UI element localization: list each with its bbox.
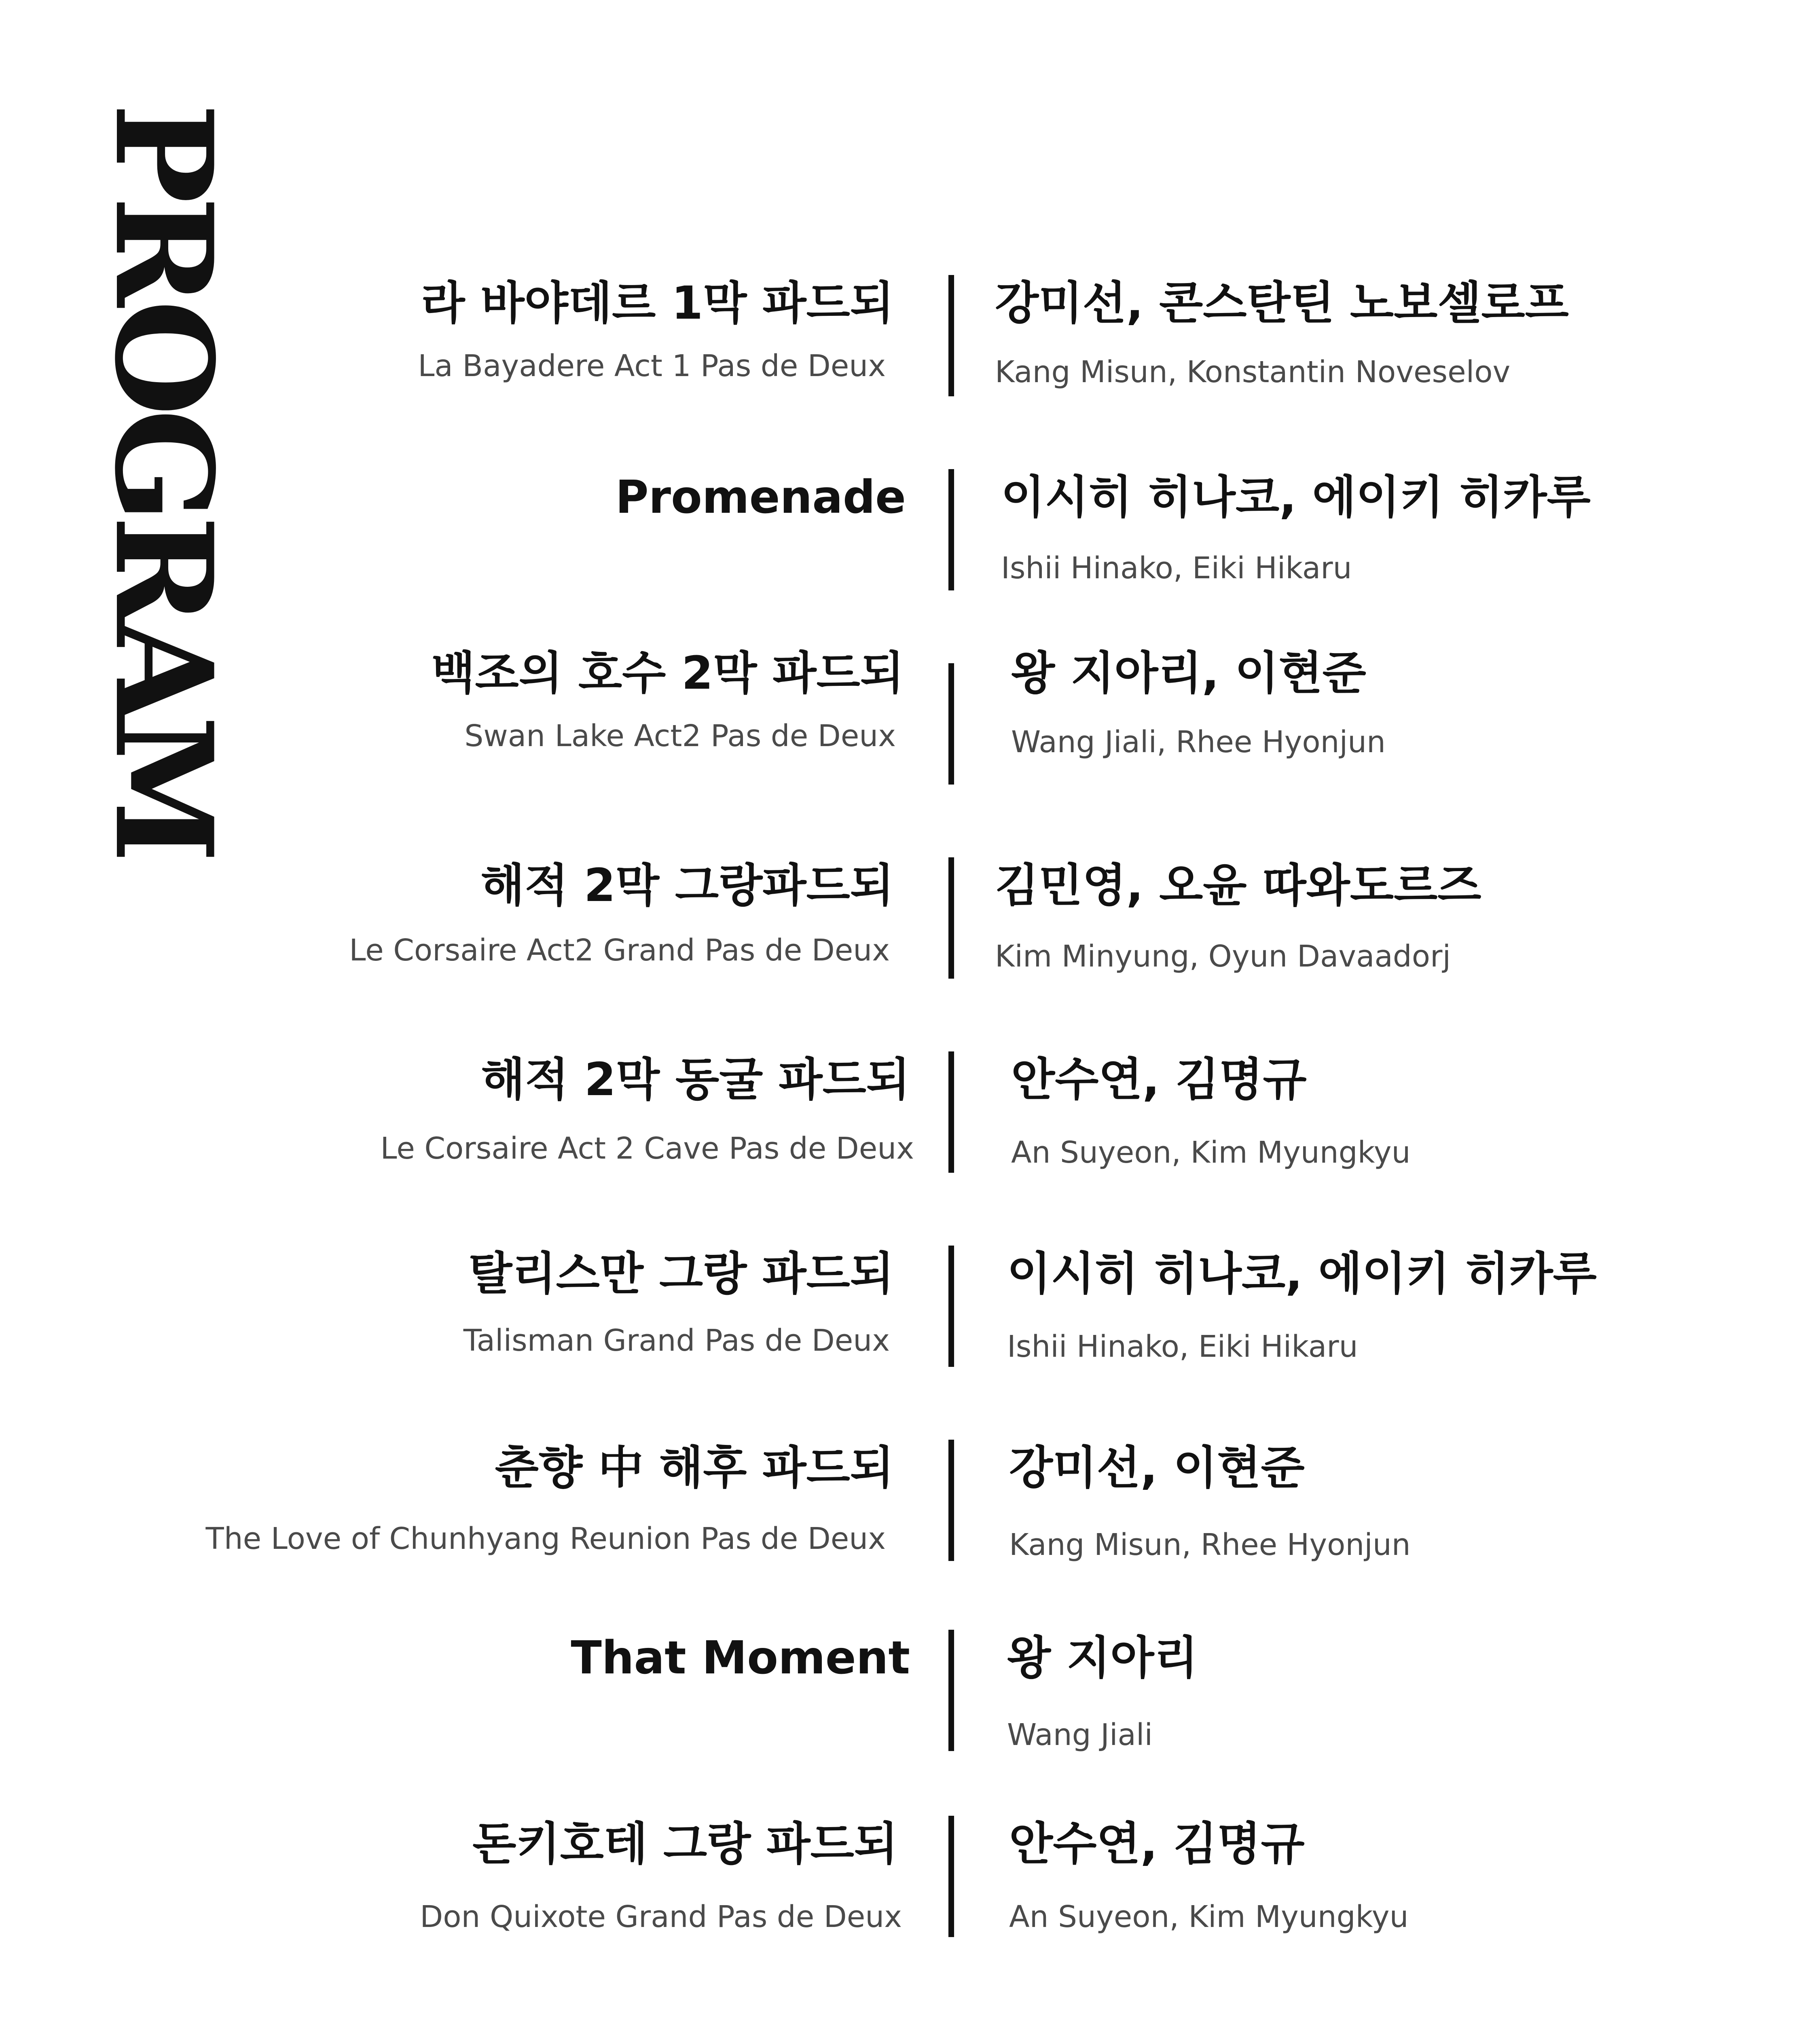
cast-en: Ishii Hinako, Eiki Hikaru xyxy=(1007,1329,1358,1364)
work-title-en: Swan Lake Act2 Pas de Deux xyxy=(464,719,896,753)
cast-ko: 왕 지아리, 이현준 xyxy=(1011,647,1366,700)
program-entry xyxy=(0,1246,1820,1367)
cast-en: Kang Misun, Konstantin Noveselov xyxy=(995,355,1511,389)
divider-line xyxy=(948,469,954,590)
divider-line xyxy=(948,1051,954,1173)
divider-line xyxy=(948,1816,954,1937)
program-entry xyxy=(0,275,1820,396)
divider-line xyxy=(948,1246,954,1367)
divider-line xyxy=(948,1440,954,1561)
divider-line xyxy=(948,275,954,396)
work-title-ko: Promenade xyxy=(615,471,906,524)
program-entry xyxy=(0,469,1820,590)
divider-line xyxy=(948,663,954,785)
cast-en: Ishii Hinako, Eiki Hikaru xyxy=(1001,551,1352,586)
work-title-ko: 백조의 호수 2막 파드되 xyxy=(431,647,904,700)
cast-en: Kang Misun, Rhee Hyonjun xyxy=(1009,1527,1411,1562)
work-title-en: The Love of Chunhyang Reunion Pas de Deux xyxy=(205,1521,886,1556)
program-entry xyxy=(0,1816,1820,1937)
cast-ko: 안수연, 김명규 xyxy=(1009,1818,1305,1870)
divider-line xyxy=(948,857,954,979)
work-title-ko: 해적 2막 그랑파드되 xyxy=(480,859,894,912)
program-entry xyxy=(0,857,1820,979)
work-title-en: Talisman Grand Pas de Deux xyxy=(463,1323,890,1358)
work-title-en: Don Quixote Grand Pas de Deux xyxy=(420,1899,902,1934)
work-title-ko: That Moment xyxy=(571,1632,910,1684)
cast-en: An Suyeon, Kim Myungkyu xyxy=(1009,1899,1409,1934)
work-title-ko: 춘향 中 해후 파드되 xyxy=(495,1442,894,1494)
cast-ko: 이시히 히나코, 에이키 히카루 xyxy=(1001,471,1591,524)
cast-ko: 강미선, 콘스탄틴 노보셀로프 xyxy=(995,277,1569,330)
program-entry xyxy=(0,1630,1820,1751)
work-title-ko: 해적 2막 동굴 파드되 xyxy=(481,1053,910,1106)
work-title-en: Le Corsaire Act 2 Cave Pas de Deux xyxy=(380,1131,914,1166)
work-title-en: La Bayadere Act 1 Pas de Deux xyxy=(418,349,886,383)
cast-en: Kim Minyung, Oyun Davaadorj xyxy=(995,939,1451,974)
program-title-text: PROGRAM xyxy=(85,103,242,856)
program-entry xyxy=(0,1051,1820,1173)
cast-ko: 안수연, 김명규 xyxy=(1011,1053,1307,1106)
divider-line xyxy=(948,1630,954,1751)
cast-ko: 이시히 히나코, 에이키 히카루 xyxy=(1007,1248,1597,1300)
work-title-ko: 탈리스만 그랑 파드되 xyxy=(468,1248,894,1300)
cast-ko: 강미선, 이현준 xyxy=(1009,1442,1305,1494)
cast-en: An Suyeon, Kim Myungkyu xyxy=(1011,1135,1411,1170)
work-title-ko: 라 바야데르 1막 파드되 xyxy=(421,277,894,330)
cast-en: Wang Jiali xyxy=(1007,1717,1153,1752)
program-entry xyxy=(0,1440,1820,1561)
program-entry xyxy=(0,645,1820,766)
cast-ko: 왕 지아리 xyxy=(1007,1632,1198,1684)
cast-en: Wang Jiali, Rhee Hyonjun xyxy=(1011,725,1386,759)
cast-ko: 김민영, 오윤 따와도르즈 xyxy=(995,859,1481,912)
work-title-en: Le Corsaire Act2 Grand Pas de Deux xyxy=(349,933,890,968)
work-title-ko: 돈키호테 그랑 파드되 xyxy=(472,1818,898,1870)
